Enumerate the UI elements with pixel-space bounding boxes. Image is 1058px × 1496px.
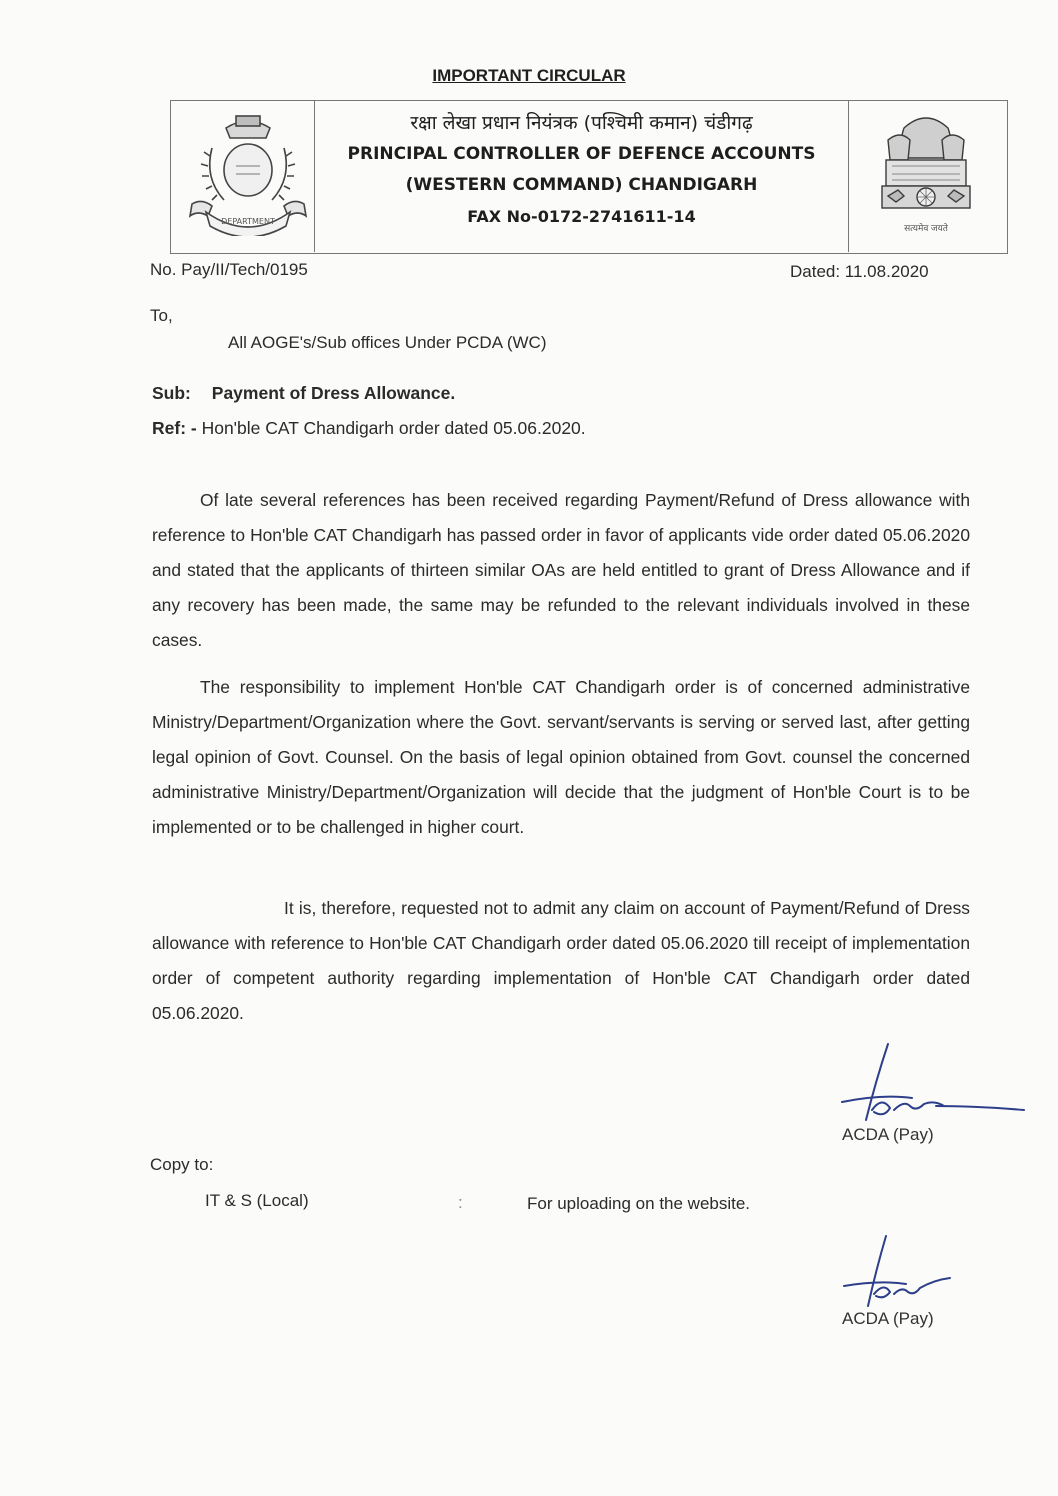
circular-title: IMPORTANT CIRCULAR	[432, 66, 626, 85]
letterhead-divider-right	[848, 100, 849, 252]
signature-2-icon	[836, 1232, 986, 1312]
reference-number: No. Pay/II/Tech/0195	[150, 260, 308, 279]
office-name-line2: (WESTERN COMMAND) CHANDIGARH	[405, 175, 758, 195]
signatory-2: ACDA (Pay)	[842, 1309, 934, 1328]
department-logo-icon	[186, 108, 310, 236]
office-name-line1: PRINCIPAL CONTROLLER OF DEFENCE ACCOUNTS	[347, 144, 816, 164]
reference-text: Hon'ble CAT Chandigarh order dated 05.06.2020.	[196, 418, 586, 438]
logo-left-text: DEPARTMENT	[221, 217, 275, 226]
paragraph-3-text: It is, therefore, requested not to admit any claim on account of Payment/Refund of Dress allowance with reference to Hon'ble CAT Chandigarh order dated 05.06.2020 till receipt of implementation order of competent authority regarding implementation of Hon'ble CAT Chandigarh order dated 05.06.2020.	[152, 898, 970, 1023]
subject-line	[152, 383, 455, 404]
national-emblem-icon	[870, 106, 982, 232]
paragraph-3	[152, 891, 970, 1031]
addressee: All AOGE's/Sub offices Under PCDA (WC)	[228, 333, 547, 352]
copy-to-recipient: IT & S (Local)	[205, 1191, 309, 1210]
emblem-motto: सत्यमेव जयते	[904, 223, 948, 233]
signatory-1: ACDA (Pay)	[842, 1125, 934, 1144]
copy-to-label: Copy to:	[150, 1155, 214, 1174]
paragraph-1-text: Of late several references has been received regarding Payment/Refund of Dress allowance with reference to Hon'ble CAT Chandigarh has passed order in favor of applicants vide order dated 05.06.2020 and stated that the applicants of thirteen similar OAs are held entitled to grant of Dress Allowance and if any recovery has been made, the same may be refunded to the relevant individuals involved in these cases.	[152, 490, 970, 650]
paragraph-1	[152, 483, 970, 658]
signature-1-icon	[836, 1040, 1026, 1130]
subject-text: Payment of Dress Allowance.	[211, 383, 456, 403]
reference-label: Ref: -	[152, 418, 197, 438]
paragraph-2-text: The responsibility to implement Hon'ble CAT Chandigarh order is of concerned administrative Ministry/Department/Organization where the Govt. servant/servants is serving or served last, after getting legal opinion of Govt. Counsel. On the basis of legal opinion obtained from Govt. counsel the concerned administrative Ministry/Department/Organization will decide that the judgment of Hon'ble Court is to be implemented or to be challenged in higher court.	[152, 677, 970, 837]
paragraph-2	[152, 670, 970, 845]
copy-to-purpose: For uploading on the website.	[527, 1194, 751, 1213]
subject-label: Sub:	[152, 383, 191, 403]
reference-line	[152, 418, 586, 439]
dated: Dated: 11.08.2020	[790, 262, 929, 281]
to-label: To,	[150, 306, 173, 325]
letterhead-text	[315, 108, 848, 232]
fax-number: FAX No-0172-2741611-14	[467, 207, 696, 226]
office-name-hindi: रक्षा लेखा प्रधान नियंत्रक (पश्चिमी कमान) चंडीगढ़	[410, 112, 753, 134]
copy-to-separator: :	[458, 1193, 463, 1212]
